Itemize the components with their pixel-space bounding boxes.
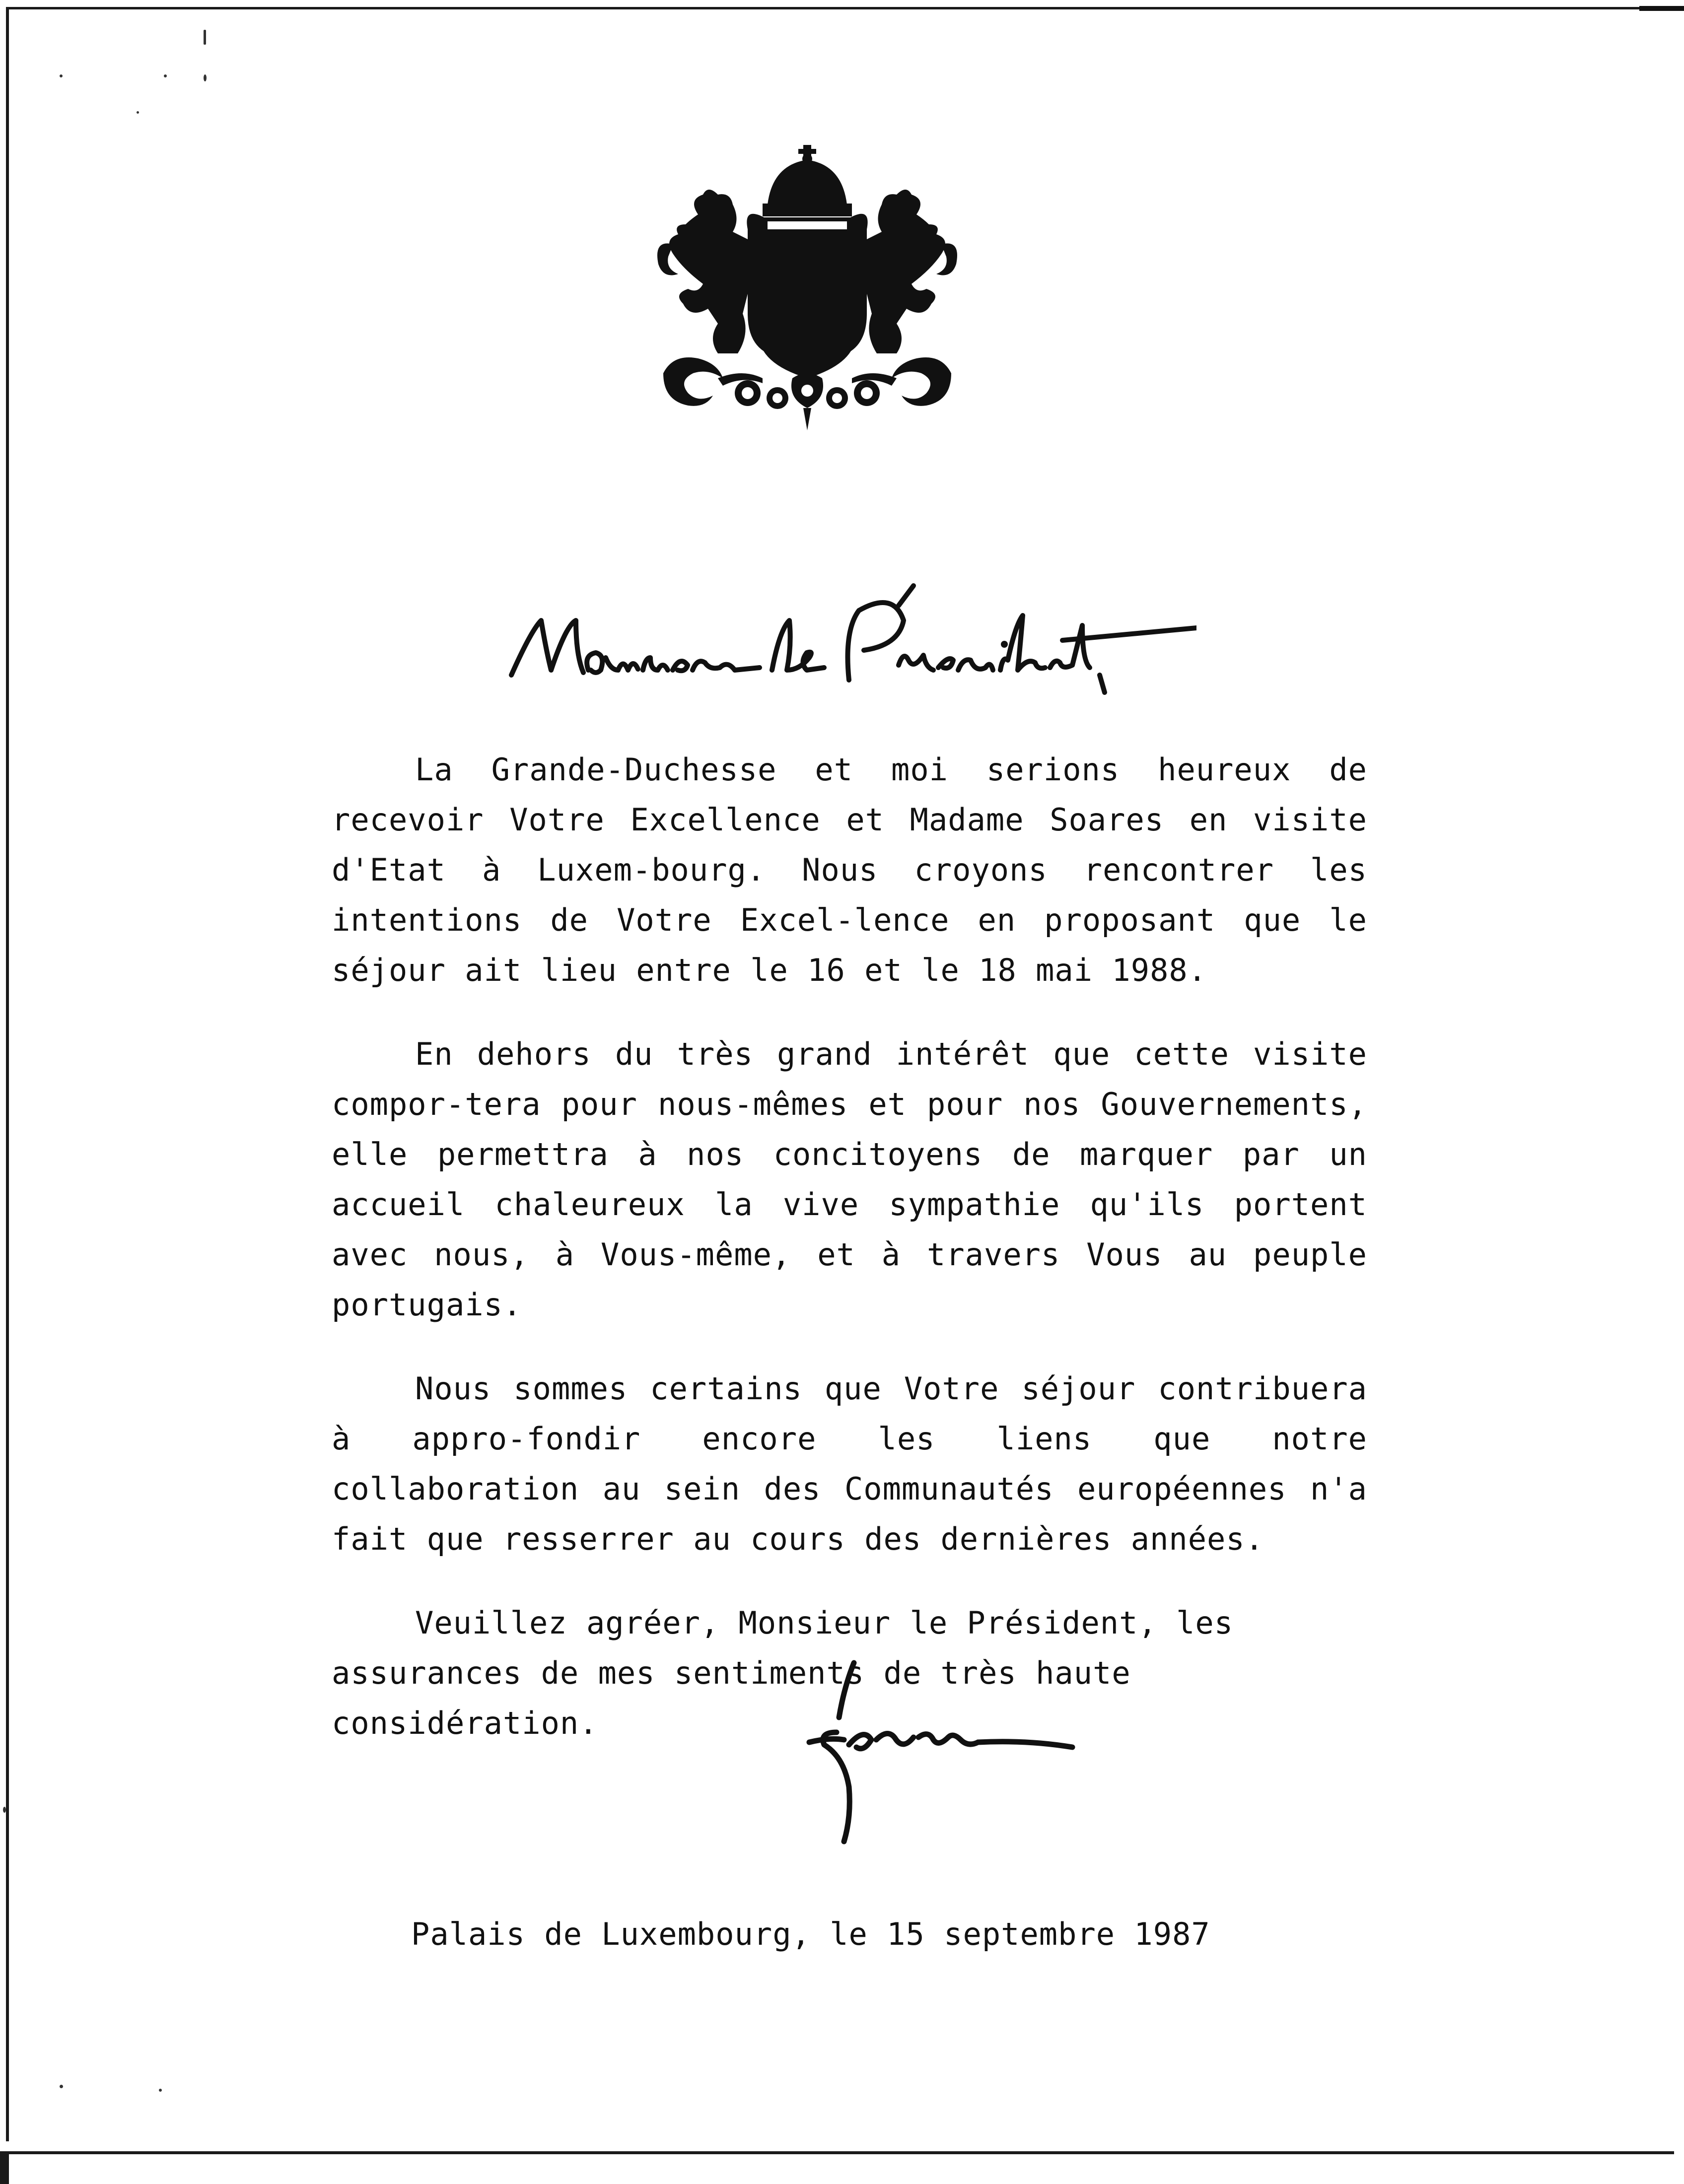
paragraph-1: La Grande-Duchesse et moi serions heureux de recevoir Votre Excellence et Madame Soares en visite d'Etat à Luxem-bourg. Nous croyons rencontrer les intentions de Votre Excel-lence en proposant que le séjour ait lieu entre le 16 et le 18 mai 1988.	[332, 751, 1367, 988]
paragraph-2: En dehors du très grand intérêt que cette visite compor-tera pour nous-mêmes et pour nos Gouvernements, elle permettra à nos concitoyens de marquer par un accueil chaleureux la vive sympathie qu'ils portent avec nous, à Vous-même, et à travers Vous au peuple portugais.	[332, 1036, 1367, 1323]
scan-speck	[60, 2085, 63, 2088]
scan-edge-bottom-hook	[0, 2151, 9, 2184]
scan-speck	[164, 74, 167, 77]
scan-edge-top	[6, 7, 1679, 9]
dateline: Palais de Luxembourg, le 15 septembre 1987	[411, 1916, 1210, 1952]
scan-speck	[204, 30, 206, 45]
handwritten-signature	[789, 1658, 1087, 1846]
scan-edge-bottom	[6, 2151, 1674, 2154]
scan-speck	[60, 74, 63, 77]
scan-edge-left	[6, 7, 9, 2141]
scan-speck	[3, 1807, 6, 1813]
scan-speck	[204, 74, 207, 81]
coat-of-arms-icon	[643, 145, 971, 433]
scan-edge-top-corner	[1639, 6, 1684, 11]
handwritten-salutation-signature	[501, 571, 1196, 700]
paragraph-3: Nous sommes certains que Votre séjour contribuera à appro-fondir encore les liens que notre collaboration au sein des Communautés européennes n'a fait que resserrer au cours des dernières années.	[332, 1370, 1367, 1557]
letter-body	[332, 745, 1367, 1748]
scan-speck	[137, 111, 139, 114]
paragraph-4: Veuillez agréer, Monsieur le Président, les assurances de mes sentiments de très haute considération.	[332, 1605, 1234, 1741]
scan-speck	[159, 2089, 162, 2092]
